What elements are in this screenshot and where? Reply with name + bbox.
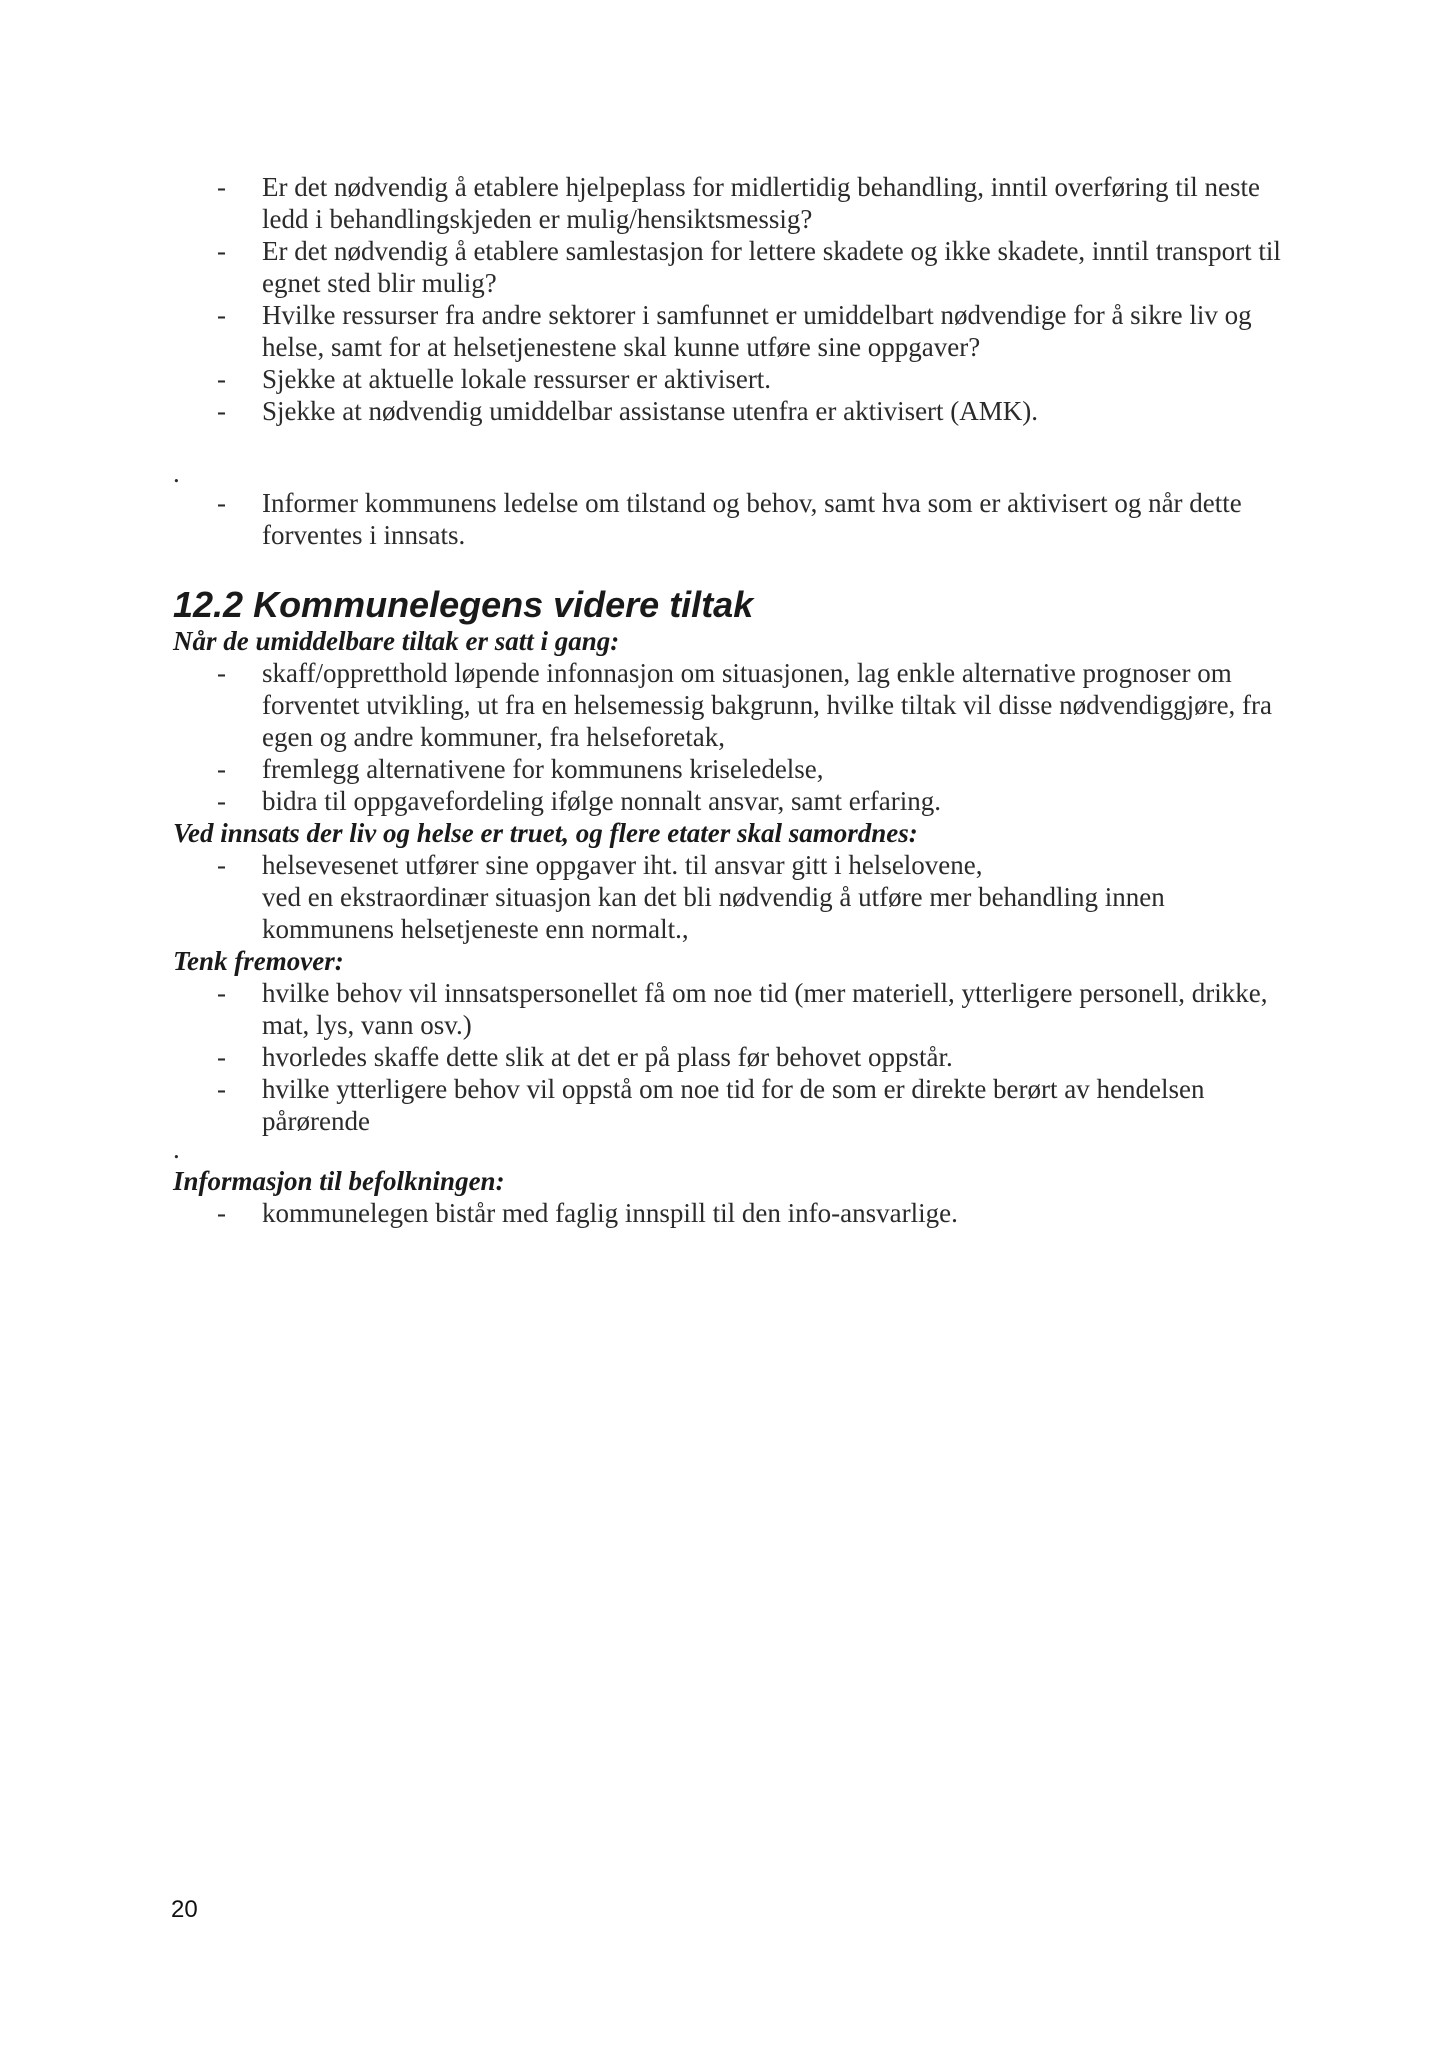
bullet-dash: - (217, 658, 226, 688)
list-item-text: hvilke ytterligere behov vil oppstå om noe tid for de som er direkte berørt av hendelsen pårørende (262, 1074, 1205, 1136)
list-item (0, 657, 1292, 753)
separator-dot: . (173, 458, 180, 488)
separator-dot: . (173, 1134, 180, 1164)
list-item (0, 487, 1292, 551)
bullet-dash: - (217, 978, 226, 1008)
immediate-list (0, 657, 1448, 817)
bullet-dash: - (217, 1074, 226, 1104)
list-item (0, 363, 1292, 395)
bullet-dash: - (217, 850, 226, 880)
list-item-text: Informer kommunens ledelse om tilstand og behov, samt hva som er aktivisert og når dette forventes i innsats. (262, 488, 1242, 550)
bullet-dash: - (217, 1042, 226, 1072)
page-number: 20 (171, 1896, 198, 1923)
info-list (0, 1197, 1448, 1229)
list-item-text: bidra til oppgavefordeling ifølge nonnalt ansvar, samt erfaring. (262, 786, 941, 816)
list-item (0, 1073, 1292, 1137)
list-item (0, 395, 1292, 427)
continuation-text: ved en ekstraordinær situasjon kan det bli nødvendig å utføre mer behandling innen kommunens helsetjeneste enn normalt., (262, 882, 1165, 944)
forward-list (0, 977, 1448, 1137)
subheading-coordination: Ved innsats der liv og helse er truet, og flere etater skal samordnes: (173, 818, 918, 848)
bullet-dash: - (217, 236, 226, 266)
bullet-dash: - (217, 172, 226, 202)
list-item-text: helsevesenet utfører sine oppgaver iht. til ansvar gitt i helselovene, (262, 850, 983, 880)
list-item-text: kommunelegen bistår med faglig innspill til den info-ansvarlige. (262, 1198, 958, 1228)
bullet-dash: - (217, 396, 226, 426)
list-item-text: skaff/oppretthold løpende infonnasjon om situasjonen, lag enkle alternative prognoser om forventet utvikling, ut fra en helsemessig bakgrunn, hvilke tiltak vil disse nødvendiggjøre, fra egen og andre kommuner, fra helseforetak, (262, 658, 1273, 752)
list-item (0, 753, 1292, 785)
list-item (0, 299, 1292, 363)
inform-list (0, 487, 1448, 551)
list-item (0, 171, 1292, 235)
bullet-dash: - (217, 1198, 226, 1228)
bullet-dash: - (217, 364, 226, 394)
bullet-dash: - (217, 488, 226, 518)
subheading-immediate: Når de umiddelbare tiltak er satt i gang: (173, 626, 620, 656)
list-item-text: fremlegg alternativene for kommunens kriseledelse, (262, 754, 824, 784)
list-item-text: Hvilke ressurser fra andre sektorer i samfunnet er umiddelbart nødvendige for å sikre liv og helse, samt for at helsetjenestene skal kunne utføre sine oppgaver? (262, 300, 1252, 362)
section-heading: 12.2 Kommunelegens videre tiltak (173, 584, 754, 625)
list-item-text: Sjekke at aktuelle lokale ressurser er aktivisert. (262, 364, 772, 394)
bullet-dash: - (217, 300, 226, 330)
coordination-list (0, 849, 1448, 945)
list-item-text: hvilke behov vil innsatspersonellet få om noe tid (mer materiell, ytterligere personell, drikke, mat, lys, vann osv.) (262, 978, 1268, 1040)
subheading-forward: Tenk fremover: (173, 946, 344, 976)
list-item (0, 1197, 1292, 1229)
bullet-dash: - (217, 786, 226, 816)
list-item-text: Sjekke at nødvendig umiddelbar assistanse utenfra er aktivisert (AMK). (262, 396, 1039, 426)
list-item-text: hvorledes skaffe dette slik at det er på plass før behovet oppstår. (262, 1042, 953, 1072)
subheading-info: Informasjon til befolkningen: (173, 1166, 505, 1196)
list-item (0, 1041, 1292, 1073)
list-item (0, 235, 1292, 299)
list-item-text: Er det nødvendig å etablere hjelpeplass for midlertidig behandling, inntil overføring til neste ledd i behandlingskjeden er mulig/hensiktsmessig? (262, 172, 1260, 234)
list-item (0, 785, 1292, 817)
top-bullet-list (0, 171, 1448, 427)
list-item (0, 977, 1292, 1041)
list-item (0, 849, 1292, 881)
bullet-dash: - (217, 754, 226, 784)
list-item-text: Er det nødvendig å etablere samlestasjon for lettere skadete og ikke skadete, inntil transport til egnet sted blir mulig? (262, 236, 1281, 298)
